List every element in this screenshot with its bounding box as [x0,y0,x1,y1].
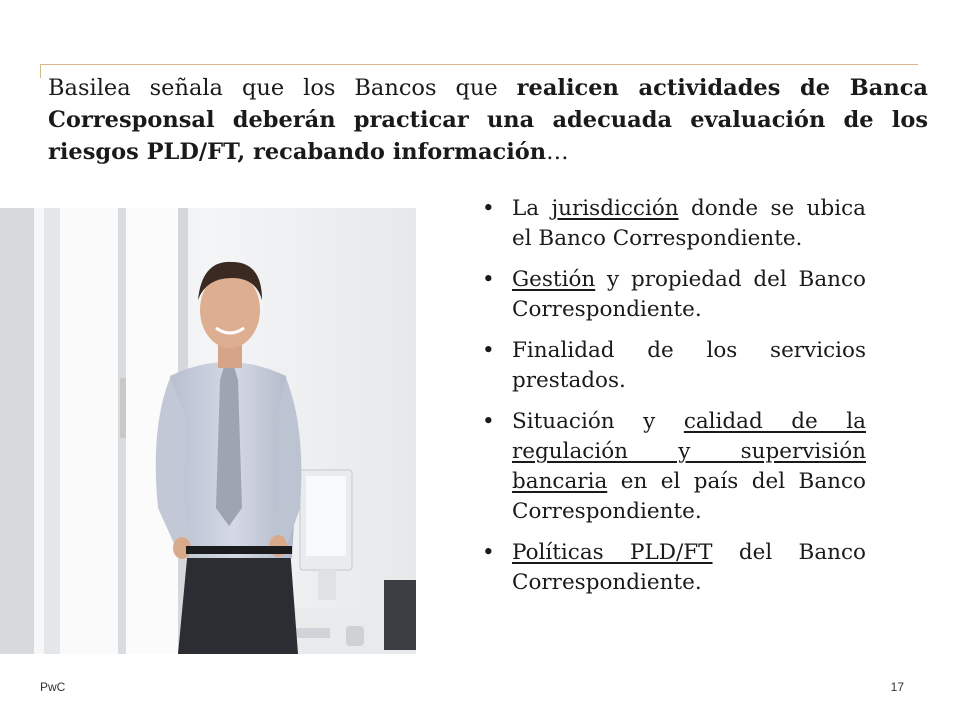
businessman-photo [0,208,416,654]
underlined-text: calidad de la regulación y supervisión bancaria [512,409,866,494]
intro-plain-text: Basilea señala que los Bancos que [48,75,517,101]
photo-illustration [0,208,416,654]
criteria-list-item [482,407,866,527]
intro-ellipsis: … [546,139,569,165]
criteria-list-item [482,336,866,396]
bullet-marker: • [482,196,495,221]
criteria-list-item [482,538,866,598]
criteria-list [482,194,866,609]
footer-brand: PwC [40,680,66,694]
bullet-marker: • [482,540,495,565]
criteria-list-item [482,265,866,325]
bullet-marker: • [482,409,495,434]
intro-bold-text: realicen actividades de Banca Corresponsal deberán practicar una adecuada evaluación de los riesgos PLD/FT, recabando información [48,75,928,165]
intro-paragraph [48,72,928,168]
bullet-text: La [512,196,552,221]
underlined-text: jurisdicción [551,196,679,221]
criteria-list-item [482,194,866,254]
bullet-marker: • [482,338,495,363]
bullet-text: y propiedad del Banco Correspondiente. [512,267,866,322]
bullet-text: Situación y [512,409,684,434]
bullet-text: donde se ubica el Banco Correspondiente. [512,196,866,251]
bullet-text: Finalidad de los servicios prestados. [512,338,866,393]
underlined-text: Gestión [512,267,596,292]
bullet-text: en el país del Banco Correspondiente. [512,469,866,524]
header-rule-tick [40,64,41,78]
header-rule [40,64,918,65]
bullet-marker: • [482,267,495,292]
page-number: 17 [890,680,904,694]
bullet-text: del Banco Correspondiente. [512,540,866,595]
underlined-text: Políticas PLD/FT [512,540,713,565]
